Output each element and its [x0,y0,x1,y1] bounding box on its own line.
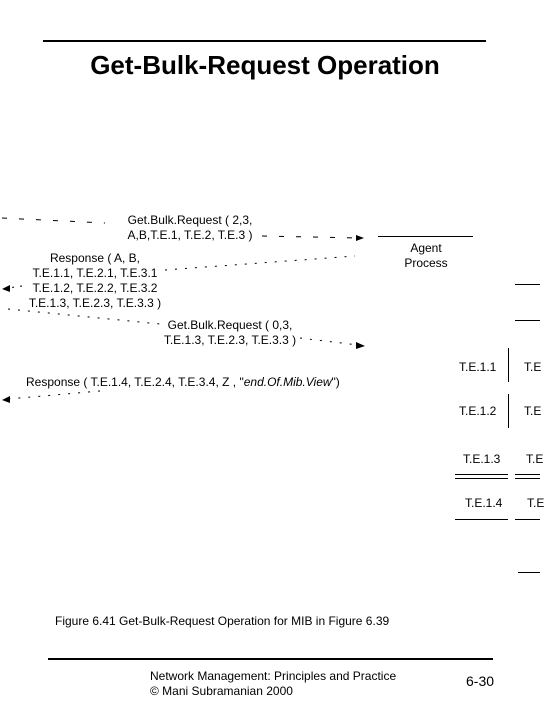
table-cell-col2-row2: T.E [524,404,542,418]
table-cell-col2-row1: T.E [524,360,542,374]
footer-line-2: © Mani Subramanian 2000 [150,684,293,698]
table-rule-1d [515,478,540,479]
table-cell-t-e-1-2: T.E.1.2 [459,404,497,418]
request-2-line-2: T.E.1.3, T.E.2.3, T.E.3.3 ) [163,333,297,347]
footer-rule [48,658,493,660]
request-1-line-2: A,B,T.E.1, T.E.2, T.E.3 ) [127,228,253,242]
request-1-arrow [2,218,105,223]
table-cell-col2-row3: T.E [526,452,544,466]
response-1-line-2: T.E.1.1, T.E.2.1, T.E.3.1 [32,266,158,280]
request-2-arrowhead [356,342,365,349]
page-number: 6-30 [466,673,495,689]
table-rule-1b [455,478,508,479]
table-rule-1a [455,474,508,475]
response-2-label [26,375,340,390]
right-edge-line-3 [518,572,540,573]
table-cell-col2-row4: T.E [527,496,544,510]
agent-top-line [378,236,473,237]
response-1-label [20,251,170,311]
table-rule-2a [455,519,508,520]
table-rule-2b [515,519,540,520]
response-2-end-of-mib-view: end.Of.Mib.View [243,375,332,389]
response-2-suffix: ") [331,375,340,389]
table-divider-2 [508,394,509,428]
request-1-label [110,213,270,243]
table-rule-1c [515,474,540,475]
response-2-arrowhead [2,396,10,403]
response-1-line-3: T.E.1.2, T.E.2.2, T.E.3.2 [32,281,158,295]
agent-line-1: Agent [410,241,442,255]
right-edge-line-1 [515,284,540,285]
request-2-arrow-start [8,309,160,324]
footer-text [150,669,396,699]
table-divider-1 [508,348,509,382]
right-edge-line-2 [515,320,540,321]
response-1-line-4: T.E.1.3, T.E.2.3, T.E.3.3 ) [28,296,162,310]
response-1-arrowhead [2,285,10,292]
table-cell-t-e-1-3: T.E.1.3 [463,452,501,466]
response-2-prefix: Response ( T.E.1.4, T.E.2.4, T.E.3.4, Z , " [26,375,244,389]
response-1-arrow-upper [165,256,355,270]
figure-caption: Figure 6.41 Get-Bulk-Request Operation for MIB in Figure 6.39 [55,614,390,628]
table-cell-t-e-1-4: T.E.1.4 [465,496,503,510]
request-2-line-1: Get.Bulk.Request ( 0,3, [167,318,293,332]
footer-line-1: Network Management: Principles and Practice [150,669,397,683]
request-2-arrow [300,338,358,345]
request-1-arrowhead [356,235,364,241]
request-1-arrow-tail [262,236,358,238]
agent-line-2: Process [404,256,448,270]
agent-process-label [385,241,467,271]
table-cell-t-e-1-1: T.E.1.1 [459,360,497,374]
request-1-line-1: Get.Bulk.Request ( 2,3, [127,213,253,227]
page-title: Get-Bulk-Request Operation [90,50,440,80]
response-1-line-1: Response ( A, B, [49,251,141,265]
response-2-arrow [8,391,100,399]
request-2-label [155,318,305,348]
